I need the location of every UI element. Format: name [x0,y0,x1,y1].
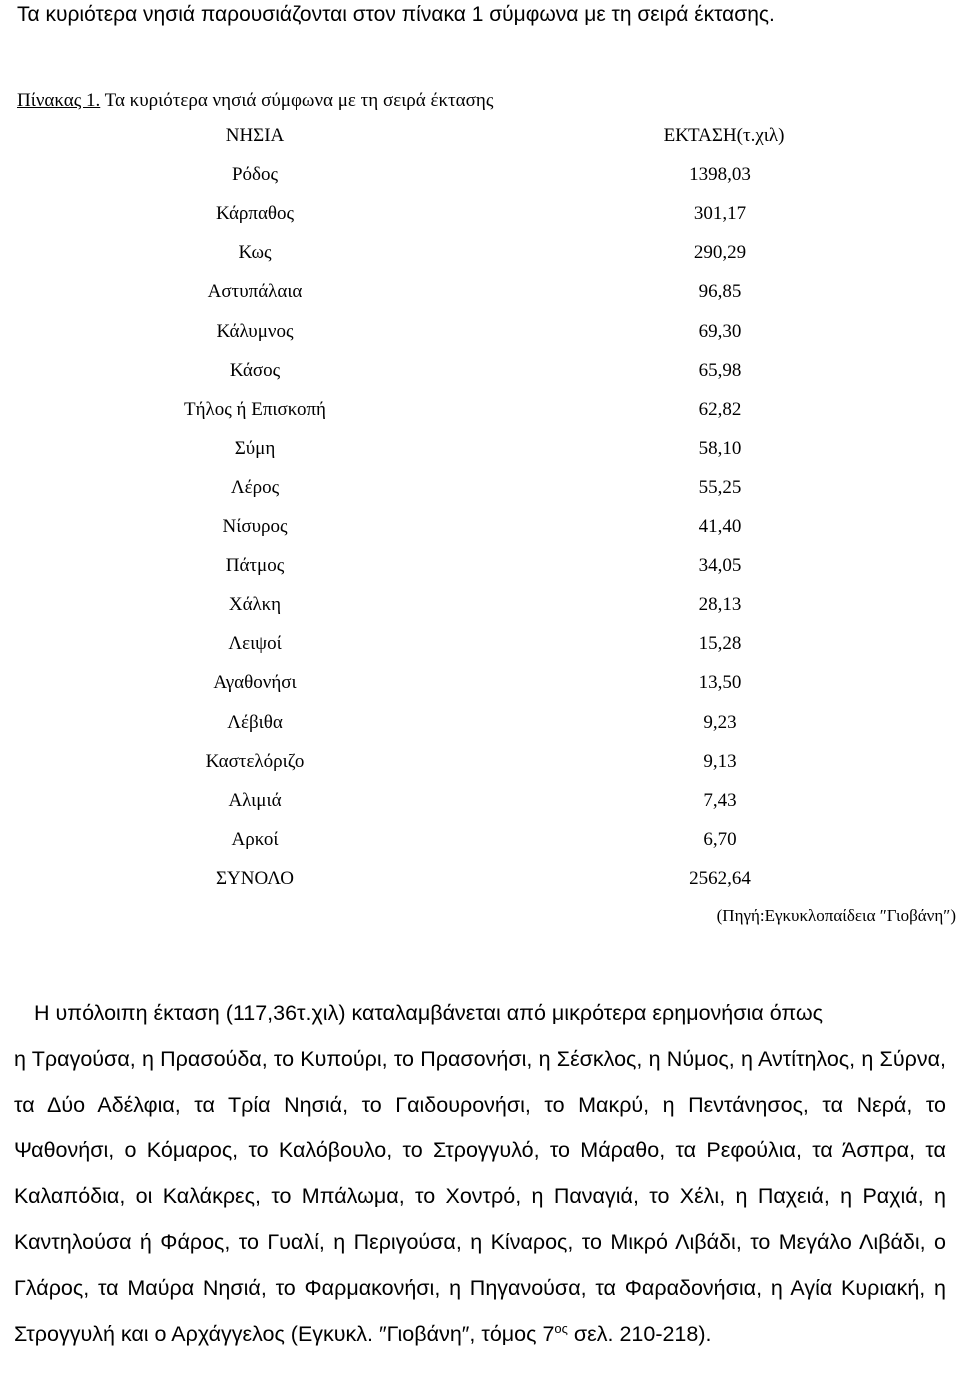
table-header-row [0,120,960,152]
header-area: ΕΚΤΑΣΗ(τ.χιλ) [663,125,785,146]
table-row [0,511,960,543]
island-area: 55,25 [698,476,742,498]
island-area: 65,98 [698,359,742,381]
island-area: 69,30 [698,320,742,342]
island-name: Τήλος ή Επισκοπή [184,398,326,420]
island-area: 34,05 [698,555,742,577]
intro-text: Τα κυριότερα νησιά παρουσιάζονται στον πίνακα 1 σύμφωνα με τη σειρά έκτασης. [17,3,775,26]
island-area: 290,29 [693,242,747,264]
table-row [0,707,960,739]
island-area: 96,85 [698,281,742,303]
island-name: Χάλκη [228,594,282,616]
island-area: 2562,64 [689,867,751,889]
island-name: Αστυπάλαια [207,281,303,303]
island-area: 58,10 [698,437,742,459]
paragraph-first-line: Η υπόλοιπη έκταση (117,36τ.χιλ) καταλαμβάνεται από μικρότερα ερημονήσια όπως [34,1001,824,1025]
island-name: Λέρος [230,476,280,498]
table-total-row [0,863,960,895]
island-name: Νίσυρος [222,516,288,537]
island-area: 301,17 [693,203,747,225]
island-name: Αρκοί [231,828,279,850]
table-row [0,628,960,660]
island-area: 41,40 [698,516,742,537]
table-row [0,824,960,856]
island-name: Κάλυμνος [216,320,294,342]
table-row [0,237,960,269]
island-name: Ρόδος [231,164,279,186]
table-row [0,667,960,699]
table-row [0,276,960,308]
source-note: (Πηγή:Εγκυκλοπαίδεια ″Γιοβάνη″) [716,906,956,925]
table-row [0,785,960,817]
island-name: Λέβιθα [227,711,283,733]
table-row [0,316,960,348]
table-caption [17,89,493,113]
island-name: Κάρπαθος [215,203,295,225]
paragraph-tail: σελ. 210-218). [567,1321,712,1346]
island-area: 7,43 [703,789,737,811]
remaining-islands-paragraph [14,991,946,1357]
table-row [0,472,960,504]
island-area: 15,28 [698,633,742,655]
paragraph-superscript: ος [554,1320,568,1336]
table-row [0,159,960,191]
island-name: Καστελόριζο [205,750,305,772]
table-row [0,589,960,621]
island-area: 62,82 [698,398,742,420]
island-area: 9,13 [703,750,737,772]
table-row [0,746,960,778]
header-islands: ΝΗΣΙΑ [225,125,285,146]
island-name: ΣΥΝΟΛΟ [215,867,295,889]
island-area: 6,70 [703,828,737,850]
paragraph-body: η Τραγούσα, η Πρασούδα, το Κυπούρι, το Πρασονήσι, η Σέσκλος, η Νύμος, η Αντίτηλος, η Σύρνα, τα Δύο Αδέλφια, τα Τρία Νησιά, το Γαιδουρονήσι, το Μακρύ, η Πεντάνησος, τα Νερά, το Ψαθονήσι, ο Κόμαρος, το Καλόβουλο, το Στρογγυλό, το Μάραθο, τα Ρεφούλια, τα Άσπρα, τα Καλαπόδια, οι Καλάκρες, το Μπάλωμα, το Χοντρό, η Παναγιά, το Χέλι, η Παχειά, η Ραχιά, η Καντηλούσα ή Φάρος, το Γυαλί, η Περιγούσα, η Κίναρος, το Μικρό Λιβάδι, το Μεγάλο Λιβάδι, ο Γλάρος, τα Μαύρα Νησιά, το Φαρμακονήσι, η Πηγανούσα, τα Φαραδονήσια, η Αγία Κυριακή, η Στρογγυλή και ο Αρχάγγελος (Εγκυκλ. ″Γιοβάνη″, τόμος 7 [14,1046,946,1346]
island-name: Αλιμιά [228,789,282,811]
island-name: Πάτμος [225,555,285,577]
island-name: Αγαθονήσι [213,672,297,694]
island-name: Λειψοί [228,633,282,655]
island-area: 9,23 [703,711,737,733]
table-caption-text: Τα κυριότερα νησιά σύμφωνα με τη σειρά έκτασης [100,90,494,111]
island-name: Κως [238,242,272,264]
island-area: 13,50 [698,672,742,694]
table-caption-label: Πίνακας 1. [17,90,101,111]
island-name: Κάσος [229,359,281,381]
table-row [0,355,960,387]
table-row [0,394,960,426]
island-name: Σύμη [234,437,276,459]
table-row [0,433,960,465]
island-area: 28,13 [698,594,742,616]
island-area: 1398,03 [689,164,751,186]
table-row [0,550,960,582]
table-row [0,198,960,230]
